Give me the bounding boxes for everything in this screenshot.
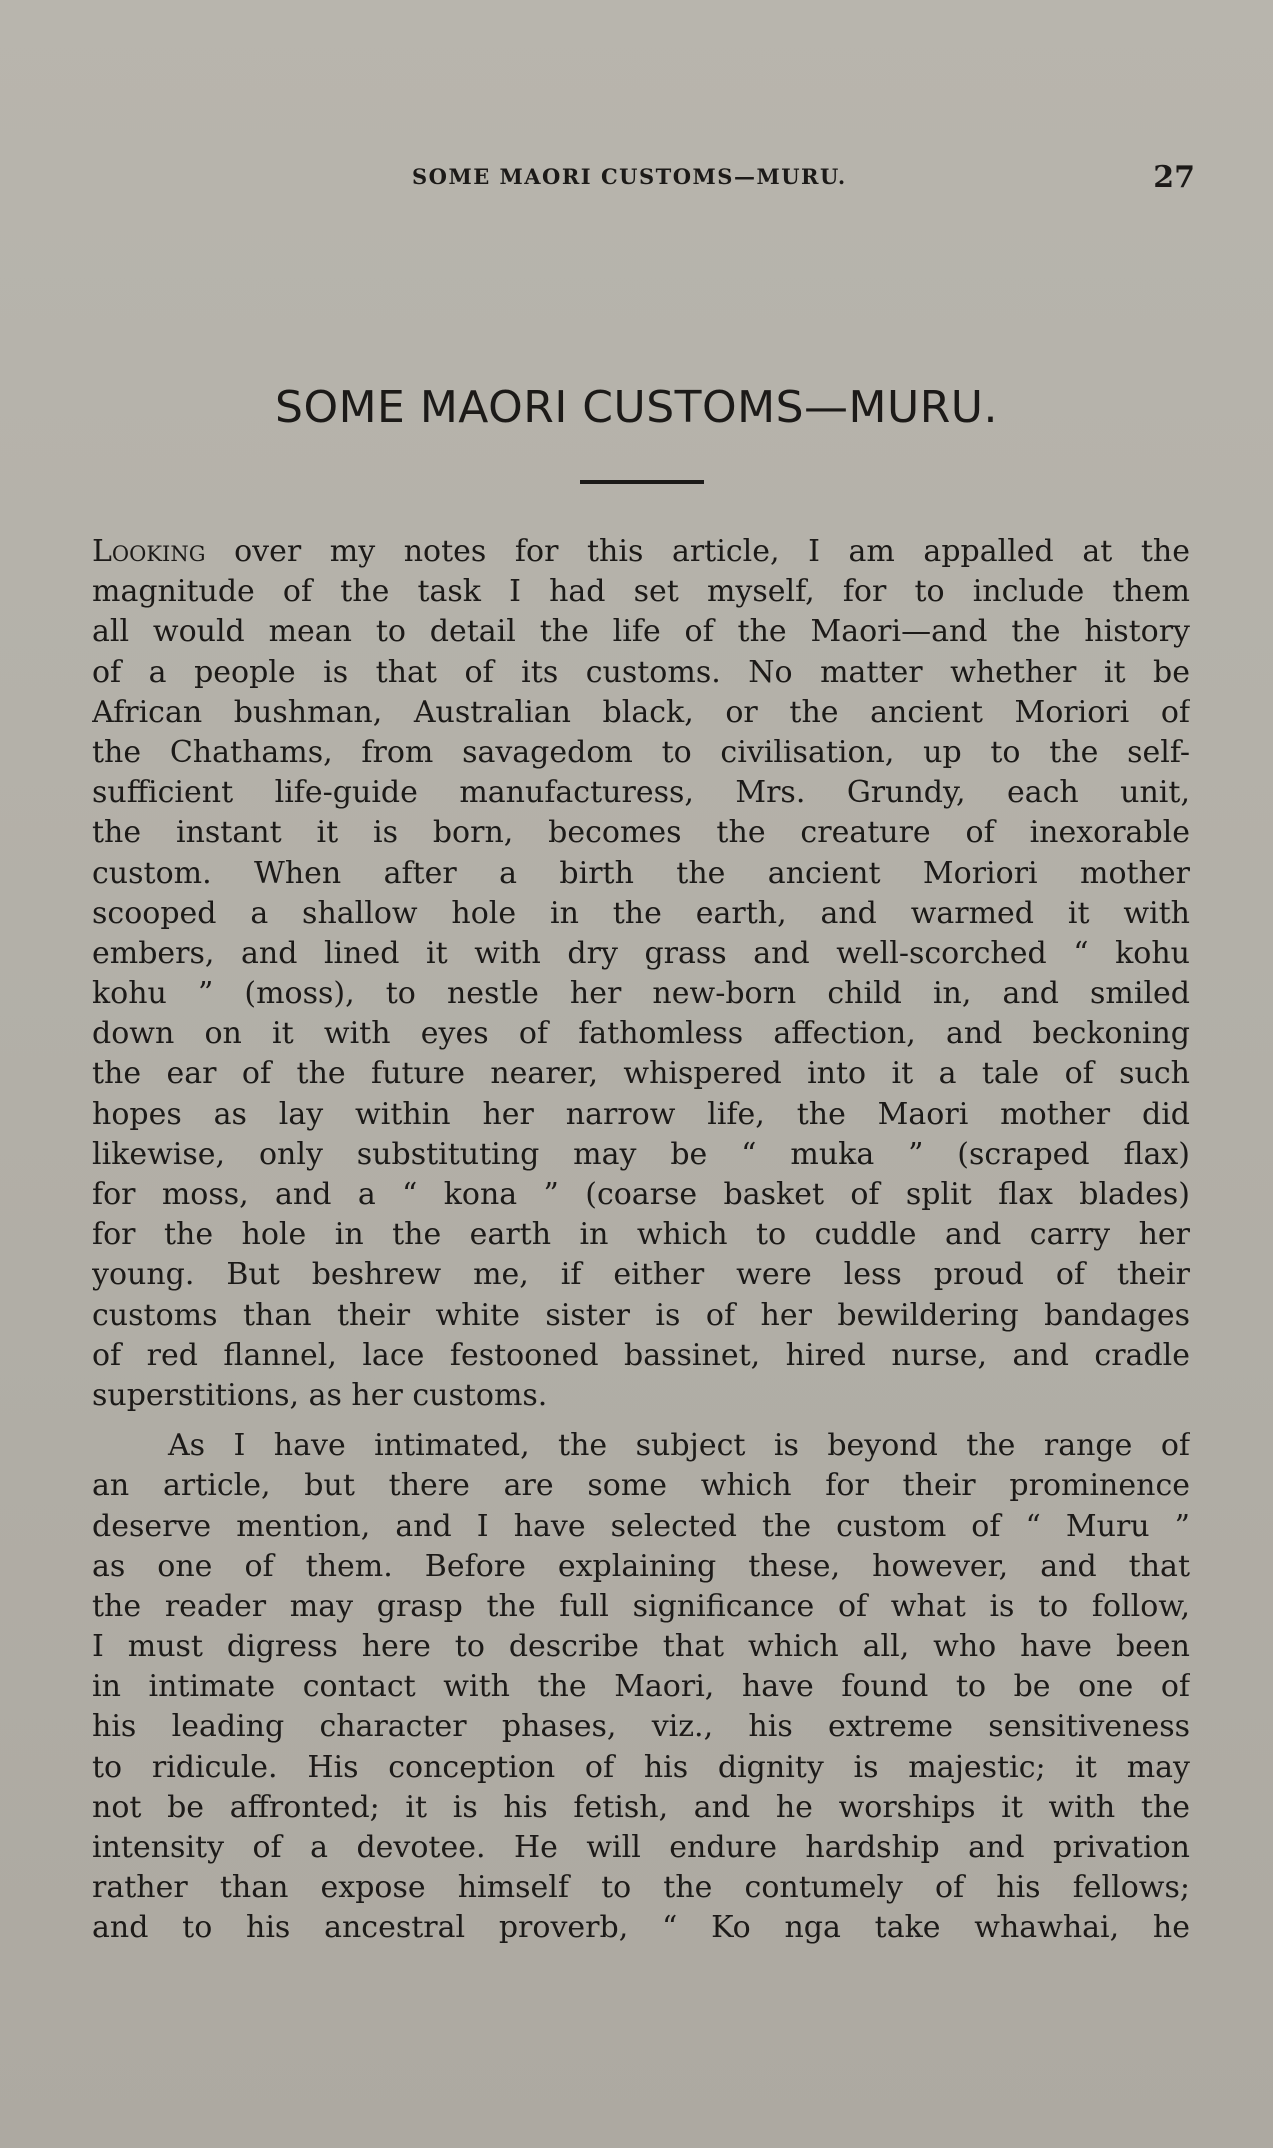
- text-line: in intimate contact with the Maori, have found to be one of: [92, 1669, 1190, 1705]
- running-head: [0, 160, 1273, 200]
- text-line: the Chathams, from savagedom to civilisation, up to the self-: [92, 734, 1190, 770]
- text-line: not be affronted; it is his fetish, and he worships it with the: [92, 1789, 1190, 1825]
- text-line: the ear of the future nearer, whispered into it a tale of such: [92, 1056, 1190, 1092]
- paragraph-2: [92, 1426, 1190, 1948]
- text-line: customs than their white sister is of her bewildering bandages: [92, 1297, 1190, 1333]
- text-line: and to his ancestral proverb, “ Ko nga take whawhai, he: [92, 1910, 1190, 1946]
- text-line: rather than expose himself to the contumely of his fellows;: [92, 1870, 1190, 1906]
- text-line: the reader may grasp the full significance of what is to follow,: [92, 1588, 1190, 1624]
- text-line: an article, but there are some which for their prominence: [92, 1468, 1190, 1504]
- text-line-rest: over my notes for this article, I am appalled at the: [205, 534, 1190, 569]
- article-title: SOME MAORI CUSTOMS—MURU.: [275, 382, 998, 433]
- text-line: magnitude of the task I had set myself, for to include them: [92, 574, 1190, 610]
- paragraph-gap: [92, 1416, 1190, 1426]
- text-line: custom. When after a birth the ancient Moriori mother: [92, 855, 1190, 891]
- text-line: of red flannel, lace festooned bassinet, hired nurse, and cradle: [92, 1337, 1190, 1373]
- text-line: sufficient life-guide manufacturess, Mrs. Grundy, each unit,: [92, 775, 1190, 811]
- text-line: all would mean to detail the life of the Maori—and the history: [92, 614, 1190, 650]
- text-line: young. But beshrew me, if either were less proud of their: [92, 1257, 1190, 1293]
- text-line: the instant it is born, becomes the creature of inexorable: [92, 815, 1190, 851]
- running-title: SOME MAORI CUSTOMS—MURU.: [412, 164, 847, 189]
- text-line: deserve mention, and I have selected the custom of “ Muru ”: [92, 1508, 1190, 1544]
- text-line: kohu ” (moss), to nestle her new-born child in, and smiled: [92, 976, 1190, 1012]
- text-line: scooped a shallow hole in the earth, and warmed it with: [92, 895, 1190, 931]
- text-line: African bushman, Australian black, or the ancient Moriori of: [92, 694, 1190, 730]
- text-line: As I have intimated, the subject is beyond the range of: [168, 1428, 1190, 1464]
- lead-word: Looking: [92, 534, 206, 569]
- text-line: of a people is that of its customs. No matter whether it be: [92, 654, 1190, 690]
- text-line: superstitions, as her customs.: [92, 1377, 548, 1413]
- text-line: I must digress here to describe that which all, who have been: [92, 1629, 1190, 1665]
- title-rule: [580, 480, 704, 484]
- text-line: down on it with eyes of fathomless affection, and beckoning: [92, 1016, 1190, 1052]
- text-line: intensity of a devotee. He will endure hardship and privation: [92, 1830, 1190, 1865]
- text-line: for the hole in the earth in which to cuddle and carry her: [92, 1217, 1190, 1253]
- text-line: for moss, and a “ kona ” (coarse basket of split flax blades): [92, 1177, 1190, 1212]
- text-line: [92, 532, 1190, 572]
- page-number: 27: [1153, 160, 1195, 195]
- text-line: as one of them. Before explaining these, however, and that: [92, 1548, 1190, 1584]
- text-line: his leading character phases, viz., his extreme sensitiveness: [92, 1709, 1190, 1745]
- article-body: [92, 532, 1190, 1949]
- text-line: embers, and lined it with dry grass and well-scorched “ kohu: [92, 935, 1190, 971]
- paragraph-1: [92, 532, 1190, 1416]
- text-line: hopes as lay within her narrow life, the Maori mother did: [92, 1096, 1190, 1132]
- text-line: likewise, only substituting may be “ muka ” (scraped flax): [92, 1136, 1190, 1172]
- text-line: to ridicule. His conception of his dignity is majestic; it may: [92, 1749, 1190, 1785]
